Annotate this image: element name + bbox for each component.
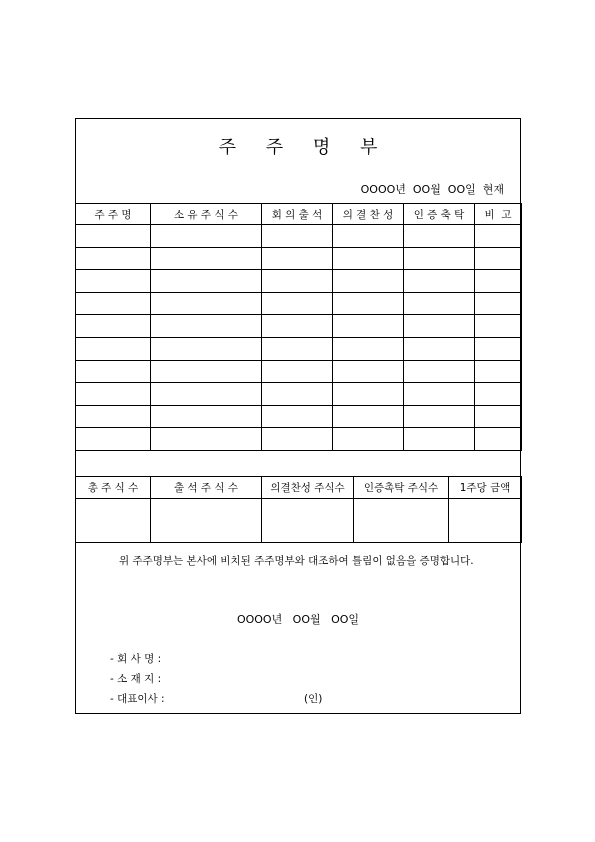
ledger-cell[interactable] [76,292,151,315]
table-row [76,225,522,248]
ledger-cell[interactable] [262,270,333,293]
table-row [76,315,522,338]
ledger-cell[interactable] [151,247,262,270]
ledger-cell[interactable] [76,270,151,293]
address-label: - 소 재 지 : [110,673,162,685]
summary-column-header: 출 석 주 식 수 [151,477,262,499]
ledger-cell[interactable] [404,405,475,428]
summary-column-header: 의결찬성 주식수 [262,477,354,499]
summary-value-cell[interactable] [354,499,449,543]
table-row [76,405,522,428]
table-row [76,292,522,315]
table-row [76,270,522,293]
shareholder-ledger-table [75,203,522,451]
ledger-cell[interactable] [76,225,151,248]
ledger-cell[interactable] [404,247,475,270]
ledger-cell[interactable] [76,428,151,451]
ledger-cell[interactable] [333,383,404,406]
ledger-cell[interactable] [262,315,333,338]
ledger-cell[interactable] [151,428,262,451]
ledger-cell[interactable] [475,225,522,248]
certification-statement: 위 주주명부는 본사에 비치된 주주명부와 대조하여 틀림이 없음을 증명합니다. [119,555,474,567]
ledger-cell[interactable] [404,428,475,451]
ledger-cell[interactable] [262,405,333,428]
ledger-cell[interactable] [76,247,151,270]
ledger-cell[interactable] [151,383,262,406]
summary-value-cell[interactable] [449,499,522,543]
ledger-cell[interactable] [333,270,404,293]
company-name-label: - 회 사 명 : [110,653,162,665]
ledger-cell[interactable] [475,247,522,270]
summary-value-row [76,499,522,543]
ledger-cell[interactable] [404,270,475,293]
ledger-cell[interactable] [333,360,404,383]
ledger-cell[interactable] [475,428,522,451]
ledger-cell[interactable] [404,225,475,248]
ledger-cell[interactable] [475,270,522,293]
ledger-cell[interactable] [333,225,404,248]
ledger-cell[interactable] [333,315,404,338]
ledger-cell[interactable] [404,383,475,406]
ledger-cell[interactable] [475,383,522,406]
ledger-cell[interactable] [262,360,333,383]
ledger-column-header: 인 증 축 탁 [404,204,475,225]
ledger-cell[interactable] [262,383,333,406]
ledger-cell[interactable] [475,360,522,383]
ledger-cell[interactable] [262,225,333,248]
certification-date: OOOO년 OO월 OO일 [236,613,360,626]
ledger-cell[interactable] [404,292,475,315]
ledger-cell[interactable] [76,405,151,428]
summary-value-cell[interactable] [76,499,151,543]
seal-label: (인) [304,693,323,705]
representative-label: - 대표이사 : [110,693,165,705]
ledger-cell[interactable] [262,337,333,360]
ledger-cell[interactable] [76,315,151,338]
shareholder-register-form [75,118,521,714]
as-of-date: OOOO년 OO월 OO일 현재 [360,183,504,196]
summary-value-cell[interactable] [151,499,262,543]
ledger-cell[interactable] [151,337,262,360]
ledger-cell[interactable] [76,383,151,406]
ledger-cell[interactable] [262,247,333,270]
ledger-cell[interactable] [475,337,522,360]
ledger-column-header: 비 고 [475,204,522,225]
ledger-cell[interactable] [333,428,404,451]
ledger-column-header: 회 의 출 석 [262,204,333,225]
summary-header-row [76,477,522,499]
ledger-cell[interactable] [475,292,522,315]
ledger-cell[interactable] [404,360,475,383]
ledger-column-header: 주 주 명 [76,204,151,225]
share-summary-table [75,476,522,543]
ledger-cell[interactable] [262,428,333,451]
ledger-cell[interactable] [76,360,151,383]
ledger-cell[interactable] [151,360,262,383]
summary-value-cell[interactable] [262,499,354,543]
ledger-cell[interactable] [333,247,404,270]
ledger-cell[interactable] [151,292,262,315]
ledger-cell[interactable] [151,405,262,428]
ledger-cell[interactable] [151,270,262,293]
ledger-cell[interactable] [475,315,522,338]
summary-column-header: 총 주 식 수 [76,477,151,499]
ledger-cell[interactable] [151,225,262,248]
ledger-column-header: 의 결 찬 성 [333,204,404,225]
ledger-cell[interactable] [333,292,404,315]
table-row [76,428,522,451]
table-row [76,383,522,406]
ledger-cell[interactable] [475,405,522,428]
ledger-cell[interactable] [151,315,262,338]
ledger-cell[interactable] [404,315,475,338]
table-row [76,337,522,360]
page-title: 주 주 명 부 [218,137,390,158]
summary-column-header: 1주당 금액 [449,477,522,499]
table-row [76,360,522,383]
ledger-cell[interactable] [76,337,151,360]
ledger-header-row [76,204,522,225]
ledger-cell[interactable] [404,337,475,360]
table-row [76,247,522,270]
ledger-cell[interactable] [262,292,333,315]
ledger-column-header: 소 유 주 식 수 [151,204,262,225]
summary-column-header: 인증촉탁 주식수 [354,477,449,499]
ledger-cell[interactable] [333,405,404,428]
ledger-cell[interactable] [333,337,404,360]
